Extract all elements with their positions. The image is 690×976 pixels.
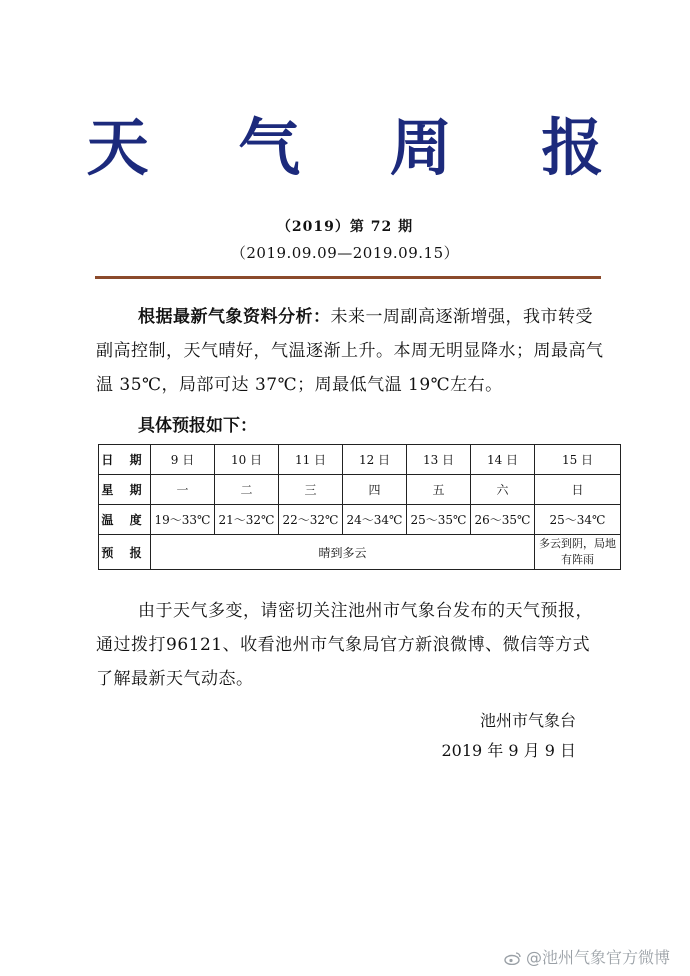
signature-date: 2019 年 9 月 9 日 [441, 741, 576, 760]
forecast-table [98, 444, 621, 570]
date-cell: 15 日 [535, 445, 621, 475]
weekday-cell: 五 [407, 475, 471, 505]
header-divider [95, 276, 601, 279]
weekday-cell: 四 [343, 475, 407, 505]
weekday-cell: 日 [535, 475, 621, 505]
weekday-cell: 六 [471, 475, 535, 505]
row-label-date: 日 期 [99, 445, 151, 475]
temperature-cell: 25～35℃ [407, 505, 471, 535]
analysis-text: 未来一周副高逐渐增强，我市转受副高控制，天气晴好，气温逐渐上升。本周无明显降水；周最高气温 35℃，局部可达 37℃；周最低气温 19℃左右。 [96, 307, 604, 395]
weibo-icon [504, 950, 522, 964]
weekday-cell: 一 [151, 475, 215, 505]
temperature-cell: 25～34℃ [535, 505, 621, 535]
analysis-lead: 根据最新气象资料分析： [138, 307, 331, 327]
row-label-forecast: 预 报 [99, 535, 151, 570]
issue-number: （2019）第 72 期 [276, 219, 414, 235]
table-row [99, 535, 621, 570]
date-cell: 12 日 [343, 445, 407, 475]
date-cell: 13 日 [407, 445, 471, 475]
date-cell: 14 日 [471, 445, 535, 475]
watermark-text: @池州气象官方微博 [525, 948, 670, 967]
date-cell: 11 日 [279, 445, 343, 475]
temperature-cell: 26～35℃ [471, 505, 535, 535]
table-row [99, 445, 621, 475]
temperature-cell: 21～32℃ [215, 505, 279, 535]
temperature-cell: 22～32℃ [279, 505, 343, 535]
temperature-cell: 24～34℃ [343, 505, 407, 535]
weekday-cell: 三 [279, 475, 343, 505]
date-cell: 9 日 [151, 445, 215, 475]
weekday-cell: 二 [215, 475, 279, 505]
table-row [99, 505, 621, 535]
temperature-cell: 19～33℃ [151, 505, 215, 535]
date-range: （2019.09.09—2019.09.15） [230, 244, 460, 262]
forecast-main-cell: 晴到多云 [151, 535, 535, 570]
signature-org: 池州市气象台 [479, 711, 576, 730]
table-row [99, 475, 621, 505]
forecast-last-cell: 多云到阴，局地有阵雨 [535, 535, 621, 570]
notice-paragraph: 由于天气多变，请密切关注池州市气象台发布的天气预报，通过拨打96121、收看池州市气象局官方新浪微博、微信等方式了解最新天气动态。 [96, 601, 593, 689]
page-title: 天 气 周 报 [86, 111, 638, 184]
row-label-weekday: 星 期 [99, 475, 151, 505]
analysis-paragraph [96, 300, 606, 402]
forecast-heading: 具体预报如下： [138, 416, 257, 436]
watermark [504, 945, 670, 968]
date-cell: 10 日 [215, 445, 279, 475]
row-label-temperature: 温 度 [99, 505, 151, 535]
